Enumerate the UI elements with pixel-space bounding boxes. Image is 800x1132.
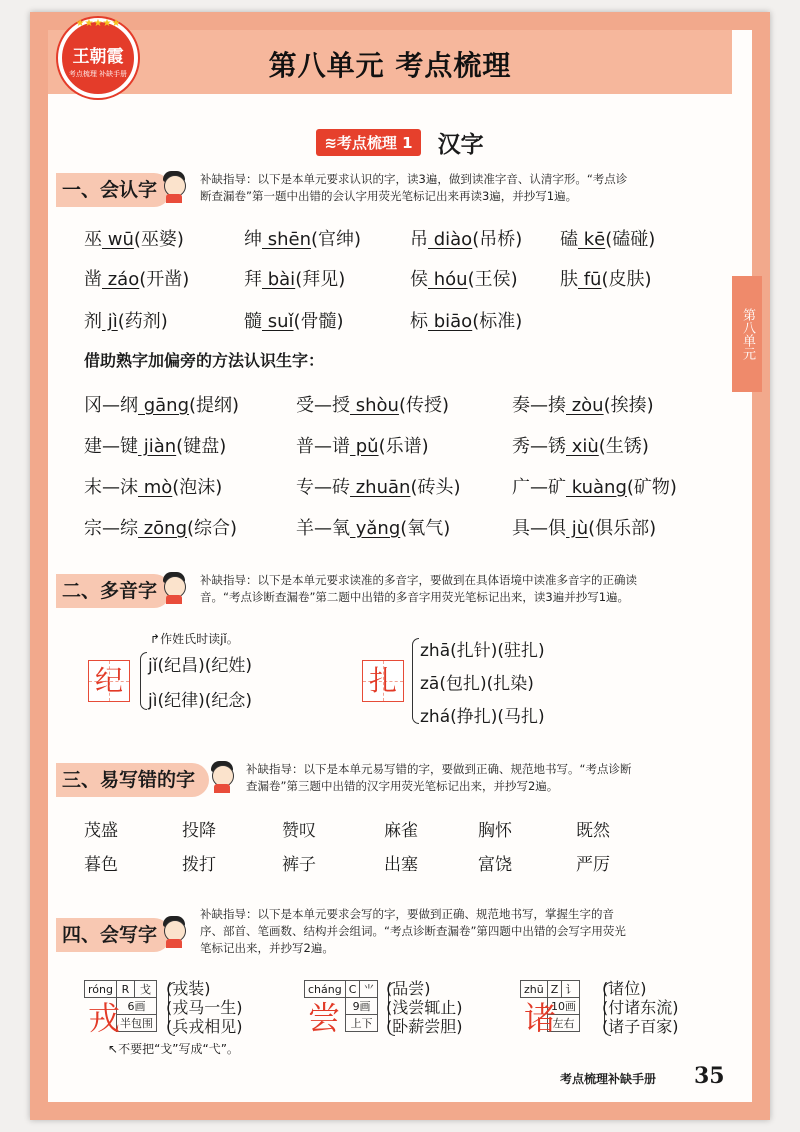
card-structure: 半包围: [116, 1015, 156, 1032]
char-entry: [512, 473, 677, 499]
char-entry: [244, 225, 361, 251]
part3-guide: 补缺指导：以下是本单元易写错的字，要做到正确、规范地书写。“考点诊断 查漏卷”第三题中出错的汉字用荧光笔标记出来，并抄写2遍。: [246, 762, 632, 793]
polyphone-item: zhā(扎针)(驻扎): [420, 641, 545, 661]
entry-pinyin: shēn: [262, 229, 311, 250]
entry-word: (皮肤): [601, 269, 652, 290]
entry-pinyin: mò: [138, 477, 173, 498]
part1-heading: 一、会认字: [56, 173, 171, 207]
char-entry: [84, 307, 168, 333]
entry-char: 秀—锈: [512, 436, 566, 457]
entry-word: (拜见): [295, 269, 346, 290]
polyphone-char-zha: 扎: [362, 660, 404, 702]
logo-subtitle: 考点梳理 补缺手册: [68, 70, 128, 78]
brand-logo: [58, 18, 138, 98]
card-pinyin: zhū: [521, 981, 548, 998]
card-strokes: 9画: [345, 998, 378, 1015]
entry-word: (综合): [187, 518, 238, 539]
part2-guide: 补缺指导：以下是本单元要求读准的多音字，要做到在具体语境中读准多音字的正确读 音。“考点诊断查漏卷”第二题中出错的多音字用荧光笔标记出来，读3遍并抄写1遍。: [200, 573, 637, 604]
page-title: 第八单元 考点梳理: [268, 49, 512, 82]
entry-word: (巫婆): [133, 229, 184, 250]
entry-char: 吊: [410, 229, 428, 250]
kid-mascot-icon: [160, 570, 188, 604]
entry-word: (矿物): [626, 477, 677, 498]
card-structure: 上下: [345, 1015, 378, 1032]
card-word: (卧薪尝胆): [386, 1017, 463, 1036]
footer-text: 考点梳理补缺手册: [560, 1072, 657, 1086]
error-prone-word: 茂盛: [84, 821, 118, 841]
entry-pinyin: bài: [262, 269, 296, 290]
char-entry: [512, 514, 656, 540]
part2-heading: 二、多音字: [56, 574, 171, 608]
entry-word: (王侯): [467, 269, 518, 290]
entry-char: 标: [410, 311, 428, 332]
entry-word: (传授): [398, 395, 449, 416]
error-prone-word: 出塞: [384, 855, 418, 875]
card-character: 戎: [87, 999, 120, 1037]
brace: [140, 652, 147, 710]
entry-word: (砖头): [410, 477, 461, 498]
entry-pinyin: jù: [566, 518, 589, 539]
card-word: (戎装): [166, 979, 211, 998]
section-badge: ≋考点梳理 1: [316, 129, 420, 156]
entry-pinyin: hóu: [428, 269, 468, 290]
error-prone-word: 暮色: [84, 855, 118, 875]
entry-word: (乐谱): [378, 436, 429, 457]
logo-name: 王朝霞: [72, 47, 124, 67]
entry-word: (药剂): [117, 311, 168, 332]
polyphone-item: zhá(挣扎)(马扎): [420, 707, 545, 727]
error-prone-word: 既然: [576, 821, 610, 841]
entry-pinyin: fū: [578, 269, 602, 290]
entry-char: 冈—纲: [84, 395, 138, 416]
entry-pinyin: kuàng: [566, 477, 627, 498]
error-prone-word: 拨打: [182, 855, 216, 875]
entry-char: 磕: [560, 229, 578, 250]
char-entry: [410, 307, 522, 333]
logo-stars: ★★★★★: [75, 18, 121, 29]
entry-word: (提纲): [189, 395, 240, 416]
kid-mascot-icon: [160, 169, 188, 203]
char-entry: [410, 265, 518, 291]
entry-pinyin: gāng: [138, 395, 190, 416]
entry-char: 专—砖: [296, 477, 350, 498]
part1-guide: 补缺指导：以下是本单元要求认识的字，读3遍，做到读准字音、认清字形。“考点诊 断查漏卷”第一题中出错的会认字用荧光笔标记出来再读3遍，并抄写1遍。: [200, 172, 628, 203]
entry-word: (磕碰): [605, 229, 656, 250]
card-structure: 左右: [547, 1015, 580, 1032]
entry-word: (生锈): [598, 436, 649, 457]
card-strokes: 10画: [547, 998, 580, 1015]
error-prone-word: 胸怀: [478, 821, 512, 841]
error-prone-word: 投降: [182, 821, 216, 841]
char-entry: [560, 265, 652, 291]
kid-mascot-icon: [208, 759, 236, 793]
entry-pinyin: suǐ: [262, 311, 294, 332]
card-character: 尝: [307, 999, 340, 1037]
entry-char: 巫: [84, 229, 102, 250]
char-entry: [512, 432, 649, 458]
entry-word: (俱乐部): [588, 518, 657, 539]
char-entry: [84, 432, 226, 458]
card-word: (诸位): [602, 979, 647, 998]
char-entry: [84, 225, 184, 251]
page-header: [48, 30, 732, 94]
card-index-letter: Z: [547, 981, 562, 998]
card-radical: 讠: [562, 981, 580, 998]
card-word: (戎马一生): [166, 998, 243, 1017]
entry-pinyin: zhuān: [350, 477, 411, 498]
entry-pinyin: yǎng: [350, 518, 401, 539]
kid-mascot-icon: [160, 914, 188, 948]
entry-char: 末—沫: [84, 477, 138, 498]
unit-side-tab[interactable]: 第八单元: [732, 276, 762, 392]
card-word: (兵戎相见): [166, 1017, 243, 1036]
entry-word: (开凿): [139, 269, 190, 290]
brace: [412, 638, 419, 724]
entry-word: (骨髓): [293, 311, 344, 332]
entry-char: 受—授: [296, 395, 350, 416]
char-entry: [244, 307, 344, 333]
char-entry: [296, 473, 460, 499]
entry-pinyin: jì: [102, 311, 118, 332]
card-word: (诸子百家): [602, 1017, 679, 1036]
char-entry: [296, 391, 449, 417]
char-entry: [84, 391, 239, 417]
polyphone-item: jì(纪律)(纪念): [148, 691, 252, 711]
entry-char: 凿: [84, 269, 102, 290]
card-character: 诸: [523, 999, 556, 1037]
entry-char: 剂: [84, 311, 102, 332]
section-name: 汉字: [437, 132, 484, 158]
entry-pinyin: xiù: [566, 436, 599, 457]
part1-subtitle: 借助熟字加偏旁的方法认识生字：: [84, 351, 325, 370]
entry-char: 普—谱: [296, 436, 350, 457]
char-entry: [560, 225, 655, 251]
entry-word: (挨揍): [603, 395, 654, 416]
entry-pinyin: shòu: [350, 395, 399, 416]
entry-pinyin: biāo: [428, 311, 473, 332]
entry-word: (标准): [472, 311, 523, 332]
entry-char: 具—俱: [512, 518, 566, 539]
writing-note: ↖不要把“戈”写成“弋”。: [108, 1042, 239, 1056]
part3-heading: 三、易写错的字: [56, 763, 209, 797]
entry-pinyin: zòu: [566, 395, 604, 416]
entry-pinyin: pǔ: [350, 436, 379, 457]
entry-word: (泡沫): [172, 477, 223, 498]
entry-pinyin: jiàn: [138, 436, 177, 457]
entry-pinyin: záo: [102, 269, 140, 290]
char-entry: [410, 225, 522, 251]
entry-pinyin: wū: [102, 229, 134, 250]
error-prone-word: 严厉: [576, 855, 610, 875]
entry-char: 建—键: [84, 436, 138, 457]
char-entry: [84, 265, 189, 291]
entry-char: 肤: [560, 269, 578, 290]
error-prone-word: 裤子: [282, 855, 316, 875]
entry-word: (氧气): [400, 518, 451, 539]
card-word: (付诸东流): [602, 998, 679, 1017]
page-number: 35: [694, 1063, 725, 1089]
char-entry: [296, 514, 450, 540]
error-prone-word: 麻雀: [384, 821, 418, 841]
entry-char: 广—矿: [512, 477, 566, 498]
card-word: (品尝): [386, 979, 431, 998]
entry-char: 髓: [244, 311, 262, 332]
entry-char: 绅: [244, 229, 262, 250]
entry-word: (官绅): [311, 229, 362, 250]
char-entry: [296, 432, 429, 458]
part4-heading: 四、会写字: [56, 918, 171, 952]
entry-char: 奏—揍: [512, 395, 566, 416]
char-entry: [84, 514, 237, 540]
entry-char: 拜: [244, 269, 262, 290]
entry-pinyin: diào: [428, 229, 473, 250]
card-word: (浅尝辄止): [386, 998, 463, 1017]
part4-guide: 补缺指导：以下是本单元要求会写的字，要做到正确、规范地书写，掌握生字的音 序、部首、笔画数、结构并会组词。“考点诊断查漏卷”第四题中出错的会写字用荧光 笔标记出来，并抄写2遍。: [200, 907, 626, 955]
entry-char: 羊—氧: [296, 518, 350, 539]
entry-word: (吊桥): [472, 229, 523, 250]
polyphone-item: zā(包扎)(扎染): [420, 674, 534, 694]
card-radical: ⺌: [360, 981, 378, 998]
card-strokes: 6画: [116, 998, 156, 1015]
entry-char: 侯: [410, 269, 428, 290]
error-prone-word: 赞叹: [282, 821, 316, 841]
polyphone-note: ↱作姓氏时读jǐ。: [150, 632, 239, 646]
entry-pinyin: kē: [578, 229, 606, 250]
polyphone-item: jǐ(纪昌)(纪姓): [148, 656, 252, 676]
error-prone-word: 富饶: [478, 855, 512, 875]
section-title: [0, 126, 800, 159]
entry-char: 宗—综: [84, 518, 138, 539]
entry-word: (键盘): [176, 436, 227, 457]
card-radical: 戈: [134, 981, 156, 998]
card-index-letter: R: [116, 981, 134, 998]
char-entry: [84, 473, 222, 499]
card-pinyin: róng: [85, 981, 117, 998]
card-index-letter: C: [345, 981, 360, 998]
char-entry: [244, 265, 345, 291]
polyphone-char-ji: 纪: [88, 660, 130, 702]
card-pinyin: cháng: [305, 981, 346, 998]
char-entry: [512, 391, 654, 417]
entry-pinyin: zōng: [138, 518, 188, 539]
